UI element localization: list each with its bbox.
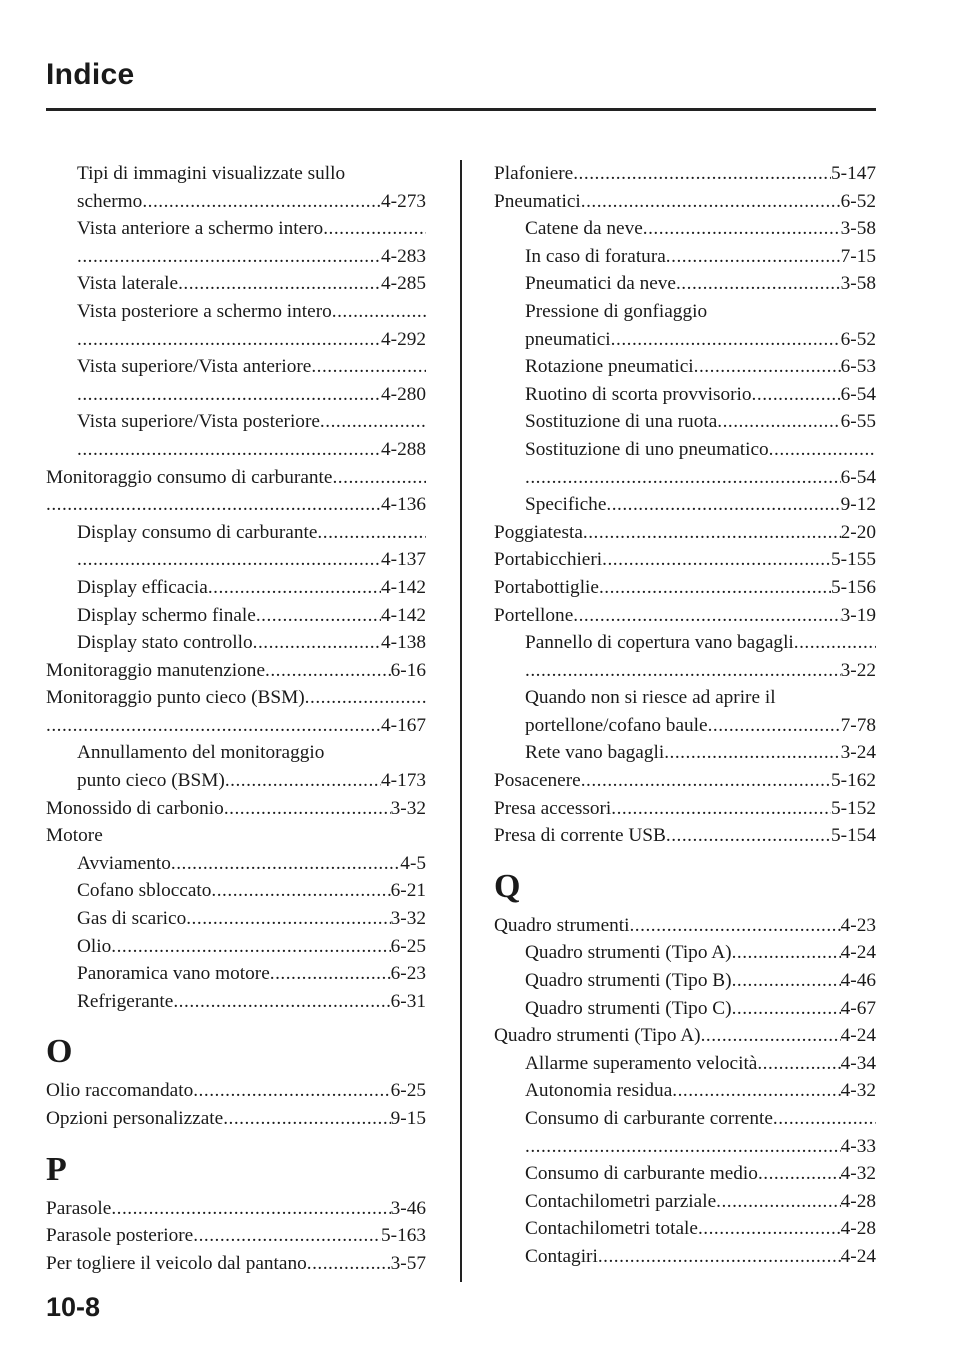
index-subentry xyxy=(46,877,426,905)
page-reference: 4-5 xyxy=(400,852,426,874)
dot-leader xyxy=(664,739,840,767)
index-subentry xyxy=(494,995,876,1023)
index-subentry xyxy=(46,270,426,298)
entry-label: schermo xyxy=(77,190,143,212)
page-reference: 4-173 xyxy=(381,770,426,792)
dot-leader xyxy=(265,657,391,685)
entry-label: Poggiatesta xyxy=(494,521,583,543)
dot-leader xyxy=(701,1022,841,1050)
dot-leader xyxy=(752,381,841,409)
entry-label: Presa di corrente USB xyxy=(494,825,666,847)
index-subentry xyxy=(46,933,426,961)
page-reference: 4-32 xyxy=(840,1080,876,1102)
entry-label: Vista superiore/Vista anteriore xyxy=(77,356,312,378)
dot-leader xyxy=(173,988,390,1016)
entry-label: Sostituzione di uno pneumatico xyxy=(525,438,769,460)
index-subentry xyxy=(46,629,426,657)
entry-label: Parasole xyxy=(46,1197,112,1219)
index-subentry xyxy=(494,657,876,685)
page-reference: 6-55 xyxy=(840,411,876,433)
dot-leader xyxy=(311,353,426,381)
entry-label: Motore xyxy=(46,825,103,847)
index-subentry xyxy=(494,436,876,464)
index-entry xyxy=(494,1022,876,1050)
dot-leader xyxy=(629,912,840,940)
page-reference: 4-136 xyxy=(381,494,426,516)
dot-leader xyxy=(111,1195,390,1223)
page-reference: 7-15 xyxy=(840,245,876,267)
dot-leader xyxy=(178,270,381,298)
entry-label: Vista posteriore a schermo intero xyxy=(77,300,332,322)
page-reference: 4-142 xyxy=(381,576,426,598)
index-entry xyxy=(494,546,876,574)
dot-leader xyxy=(716,1188,841,1216)
entry-label: Monossido di carbonio xyxy=(46,797,224,819)
page-reference: 4-28 xyxy=(840,1218,876,1240)
index-letter-heading: P xyxy=(46,1150,67,1188)
dot-leader xyxy=(193,1222,381,1250)
dot-leader xyxy=(171,850,400,878)
entry-label: Quadro strumenti (Tipo B) xyxy=(525,970,732,992)
entry-label: Catene da neve xyxy=(525,218,643,240)
entry-label: Pannello di copertura vano bagagli xyxy=(525,632,794,654)
page-reference: 4-280 xyxy=(381,383,426,405)
dot-leader xyxy=(698,1215,841,1243)
dot-leader xyxy=(599,574,831,602)
entry-label: Plafoniere xyxy=(494,163,574,184)
index-entry xyxy=(46,1195,426,1223)
page-reference: 9-15 xyxy=(390,1108,426,1129)
entry-label: Olio raccomandato xyxy=(46,1080,194,1102)
page-reference: 6-21 xyxy=(390,880,426,902)
dot-leader xyxy=(317,519,426,547)
entry-label: Monitoraggio consumo di carburante xyxy=(46,466,333,488)
entry-label: portellone/cofano baule xyxy=(525,714,708,736)
index-subentry xyxy=(46,519,426,547)
page-reference: 3-22 xyxy=(840,659,876,681)
dot-leader xyxy=(573,602,840,630)
dot-leader xyxy=(142,188,381,216)
index-subentry xyxy=(46,381,426,409)
index-entry xyxy=(494,822,876,850)
index-subentry xyxy=(494,1133,876,1161)
index-entry xyxy=(46,1077,426,1105)
entry-label: Quadro strumenti (Tipo A) xyxy=(494,1025,701,1047)
dot-leader xyxy=(323,215,426,243)
dot-leader xyxy=(708,712,841,740)
entry-label: Autonomia residua xyxy=(525,1080,673,1102)
page-reference: 6-53 xyxy=(840,356,876,378)
entry-label: Pneumatici da neve xyxy=(525,273,676,295)
dot-leader xyxy=(46,712,381,740)
page-reference: 7-78 xyxy=(840,714,876,736)
page-reference: 3-19 xyxy=(840,604,876,626)
dot-leader xyxy=(581,767,831,795)
entry-label: Contachilometri parziale xyxy=(525,1190,717,1212)
page-reference: 4-142 xyxy=(381,604,426,626)
index-entry xyxy=(494,519,876,547)
page-reference: 4-288 xyxy=(381,438,426,460)
index-entry xyxy=(494,912,876,940)
page-reference: 4-283 xyxy=(381,245,426,267)
index-subentry xyxy=(46,850,426,878)
dot-leader xyxy=(77,436,381,464)
entry-label: Quadro strumenti (Tipo A) xyxy=(525,942,732,964)
dot-leader xyxy=(211,877,390,905)
page-reference: 5-154 xyxy=(831,825,876,847)
page-reference: 4-34 xyxy=(840,1052,876,1074)
dot-leader xyxy=(583,519,841,547)
dot-leader xyxy=(602,546,831,574)
index-entry xyxy=(494,574,876,602)
entry-label: Consumo di carburante corrente xyxy=(525,1108,773,1129)
index-subentry xyxy=(494,629,876,657)
index-entry xyxy=(494,160,876,188)
entry-label: Per togliere il veicolo dal pantano xyxy=(46,1252,307,1274)
header-rule xyxy=(46,108,876,111)
page-reference: 4-292 xyxy=(381,328,426,350)
entry-label: Vista anteriore a schermo intero xyxy=(77,218,324,240)
entry-label: Vista superiore/Vista posteriore xyxy=(77,411,320,433)
column-divider xyxy=(460,160,462,1282)
index-subentry xyxy=(46,574,426,602)
index-subentry xyxy=(494,712,876,740)
page-reference: 4-32 xyxy=(840,1163,876,1185)
index-subentry xyxy=(494,1215,876,1243)
page-reference: 5-156 xyxy=(831,576,876,598)
index-entry xyxy=(46,1222,426,1250)
index-subentry xyxy=(46,160,426,188)
entry-label: Annullamento del monitoraggio xyxy=(77,742,325,764)
index-entry xyxy=(494,795,876,823)
index-subentry xyxy=(494,326,876,354)
index-subentry xyxy=(46,905,426,933)
page-reference: 3-46 xyxy=(390,1197,426,1219)
dot-leader xyxy=(732,995,841,1023)
dot-leader xyxy=(186,905,390,933)
page-reference: 6-16 xyxy=(390,659,426,681)
entry-label: Monitoraggio manutenzione xyxy=(46,659,266,681)
index-letter-heading: O xyxy=(46,1033,73,1071)
entry-label: pneumatici xyxy=(525,328,611,350)
dot-leader xyxy=(256,602,381,630)
index-entry xyxy=(46,491,426,519)
page-reference: 4-24 xyxy=(840,942,876,964)
dot-leader xyxy=(573,160,831,188)
index-entry xyxy=(46,712,426,740)
dot-leader xyxy=(253,629,381,657)
dot-leader xyxy=(794,629,876,657)
dot-leader xyxy=(525,657,841,685)
entry-label: Display schermo finale xyxy=(77,604,256,626)
entry-label: Display consumo di carburante xyxy=(77,521,318,543)
index-entry xyxy=(46,795,426,823)
entry-label: In caso di foratura xyxy=(525,245,666,267)
index-subentry xyxy=(494,270,876,298)
index-subentry xyxy=(494,967,876,995)
dot-leader xyxy=(717,408,840,436)
page-reference: 5-152 xyxy=(831,797,876,819)
index-entry xyxy=(494,602,876,630)
dot-leader xyxy=(773,1105,876,1133)
index-subentry xyxy=(494,684,876,712)
index-entry xyxy=(46,657,426,685)
dot-leader xyxy=(672,1077,840,1105)
entry-label: Portabottiglie xyxy=(494,576,599,598)
index-entry xyxy=(494,767,876,795)
dot-leader xyxy=(320,408,426,436)
dot-leader xyxy=(224,795,391,823)
page-reference: 4-24 xyxy=(840,1025,876,1047)
index-subentry xyxy=(46,960,426,988)
dot-leader xyxy=(606,491,840,519)
dot-leader xyxy=(666,243,841,271)
page-reference: 4-33 xyxy=(840,1135,876,1157)
index-entry xyxy=(494,188,876,216)
dot-leader xyxy=(666,822,831,850)
entry-label: Sostituzione di una ruota xyxy=(525,411,718,433)
index-subentry xyxy=(494,1188,876,1216)
dot-leader xyxy=(525,464,841,492)
entry-label: Portellone xyxy=(494,604,574,626)
entry-label: punto cieco (BSM) xyxy=(77,770,225,792)
page-reference: 2-20 xyxy=(840,521,876,543)
page-reference: 4-23 xyxy=(840,914,876,936)
entry-label: Vista laterale xyxy=(77,273,179,295)
page-reference: 6-31 xyxy=(390,990,426,1012)
entry-label: Specifiche xyxy=(525,494,607,516)
dot-leader xyxy=(757,1050,840,1078)
entry-label: Quadro strumenti xyxy=(494,914,630,936)
dot-leader xyxy=(307,1250,391,1278)
dot-leader xyxy=(598,1243,841,1271)
dot-leader xyxy=(732,967,841,995)
index-subentry xyxy=(46,602,426,630)
entry-label: Ruotino di scorta provvisorio xyxy=(525,383,752,405)
dot-leader xyxy=(77,381,381,409)
index-subentry xyxy=(494,939,876,967)
entry-label: Refrigerante xyxy=(77,990,174,1012)
dot-leader xyxy=(77,326,381,354)
index-subentry xyxy=(494,1243,876,1271)
entry-label: Quadro strumenti (Tipo C) xyxy=(525,997,732,1019)
page-title: Indice xyxy=(46,58,135,91)
index-subentry xyxy=(494,298,876,326)
entry-label: Avviamento xyxy=(77,852,171,874)
dot-leader xyxy=(223,1105,390,1133)
index-subentry xyxy=(494,215,876,243)
page-reference: 4-28 xyxy=(840,1190,876,1212)
page-reference: 5-163 xyxy=(381,1225,426,1247)
page-reference: 6-23 xyxy=(390,963,426,985)
page-reference: 3-58 xyxy=(840,218,876,240)
entry-label: Contagiri xyxy=(525,1245,598,1267)
index-subentry xyxy=(46,298,426,326)
page-reference: 4-67 xyxy=(840,997,876,1019)
index-letter-heading: Q xyxy=(494,867,521,905)
index-column-left xyxy=(46,160,426,1277)
dot-leader xyxy=(758,1160,841,1188)
entry-label: Quando non si riesce ad aprire il xyxy=(525,687,776,709)
page-reference: 3-32 xyxy=(390,908,426,930)
dot-leader xyxy=(611,795,831,823)
entry-label: Posacenere xyxy=(494,770,581,792)
page-reference: 4-137 xyxy=(381,549,426,571)
dot-leader xyxy=(225,767,381,795)
entry-label: Tipi di immagini visualizzate sullo xyxy=(77,163,346,184)
entry-label: Monitoraggio punto cieco (BSM) xyxy=(46,687,305,709)
page-reference: 3-58 xyxy=(840,273,876,295)
dot-leader xyxy=(305,684,426,712)
page-reference: 3-57 xyxy=(390,1252,426,1274)
page-reference: 4-46 xyxy=(840,970,876,992)
index-subentry xyxy=(46,436,426,464)
dot-leader xyxy=(332,298,426,326)
index-subentry xyxy=(46,215,426,243)
page-reference: 9-12 xyxy=(840,494,876,516)
entry-label: Olio xyxy=(77,935,112,957)
index-subentry xyxy=(494,243,876,271)
index-entry xyxy=(46,684,426,712)
index-subentry xyxy=(494,1050,876,1078)
index-subentry xyxy=(46,546,426,574)
dot-leader xyxy=(270,960,391,988)
entry-label: Cofano sbloccato xyxy=(77,880,212,902)
page-reference: 6-25 xyxy=(390,935,426,957)
index-entry xyxy=(46,464,426,492)
entry-label: Pressione di gonfiaggio xyxy=(525,300,708,322)
entry-label: Allarme superamento velocità xyxy=(525,1052,758,1074)
page-number: 10-8 xyxy=(46,1292,101,1322)
entry-label: Gas di scarico xyxy=(77,908,187,930)
page-reference: 5-147 xyxy=(831,163,876,184)
page-reference: 3-24 xyxy=(840,742,876,764)
entry-label: Display stato controllo xyxy=(77,632,253,654)
entry-label: Display efficacia xyxy=(77,576,208,598)
dot-leader xyxy=(525,1133,841,1161)
page-reference: 4-273 xyxy=(381,190,426,212)
dot-leader xyxy=(676,270,841,298)
dot-leader xyxy=(581,188,841,216)
index-subentry xyxy=(46,188,426,216)
index-entry xyxy=(46,822,426,850)
index-subentry xyxy=(494,491,876,519)
dot-leader xyxy=(46,491,381,519)
index-subentry xyxy=(494,1160,876,1188)
index-subentry xyxy=(46,408,426,436)
page-reference: 6-54 xyxy=(840,466,876,488)
dot-leader xyxy=(77,243,381,271)
entry-label: Rete vano bagagli xyxy=(525,742,665,764)
entry-label: Parasole posteriore xyxy=(46,1225,194,1247)
index-subentry xyxy=(494,353,876,381)
page-reference: 6-52 xyxy=(840,328,876,350)
index-subentry xyxy=(494,408,876,436)
index-subentry xyxy=(46,243,426,271)
page-reference: 5-155 xyxy=(831,549,876,571)
entry-label: Rotazione pneumatici xyxy=(525,356,694,378)
dot-leader xyxy=(643,215,841,243)
index-subentry xyxy=(494,381,876,409)
page-reference: 6-54 xyxy=(840,383,876,405)
dot-leader xyxy=(694,353,841,381)
index-entry xyxy=(46,1105,426,1133)
index-entry xyxy=(46,1250,426,1278)
entry-label: Pneumatici xyxy=(494,190,581,212)
index-subentry xyxy=(494,1105,876,1133)
entry-label: Panoramica vano motore xyxy=(77,963,270,985)
entry-label: Presa accessori xyxy=(494,797,612,819)
page-reference: 6-52 xyxy=(840,190,876,212)
entry-label: Contachilometri totale xyxy=(525,1218,698,1240)
page-reference: 3-32 xyxy=(390,797,426,819)
dot-leader xyxy=(111,933,390,961)
entry-label: Consumo di carburante medio xyxy=(525,1163,758,1185)
dot-leader xyxy=(77,546,381,574)
index-subentry xyxy=(46,739,426,767)
index-subentry xyxy=(494,739,876,767)
index-subentry xyxy=(46,767,426,795)
dot-leader xyxy=(208,574,381,602)
page-reference: 4-285 xyxy=(381,273,426,295)
index-subentry xyxy=(46,988,426,1016)
dot-leader xyxy=(732,939,841,967)
page-reference: 4-167 xyxy=(381,714,426,736)
dot-leader xyxy=(193,1077,390,1105)
dot-leader xyxy=(332,464,426,492)
page-reference: 5-162 xyxy=(831,770,876,792)
index-subentry xyxy=(46,353,426,381)
index-subentry xyxy=(494,1077,876,1105)
index-subentry xyxy=(494,464,876,492)
page-reference: 6-25 xyxy=(390,1080,426,1102)
dot-leader xyxy=(769,436,876,464)
page-reference: 4-24 xyxy=(840,1245,876,1267)
entry-label: Portabicchieri xyxy=(494,549,603,571)
index-subentry xyxy=(46,326,426,354)
dot-leader xyxy=(611,326,841,354)
page-reference: 4-138 xyxy=(381,632,426,654)
index-column-right xyxy=(494,160,876,1271)
entry-label: Opzioni personalizzate xyxy=(46,1108,224,1129)
